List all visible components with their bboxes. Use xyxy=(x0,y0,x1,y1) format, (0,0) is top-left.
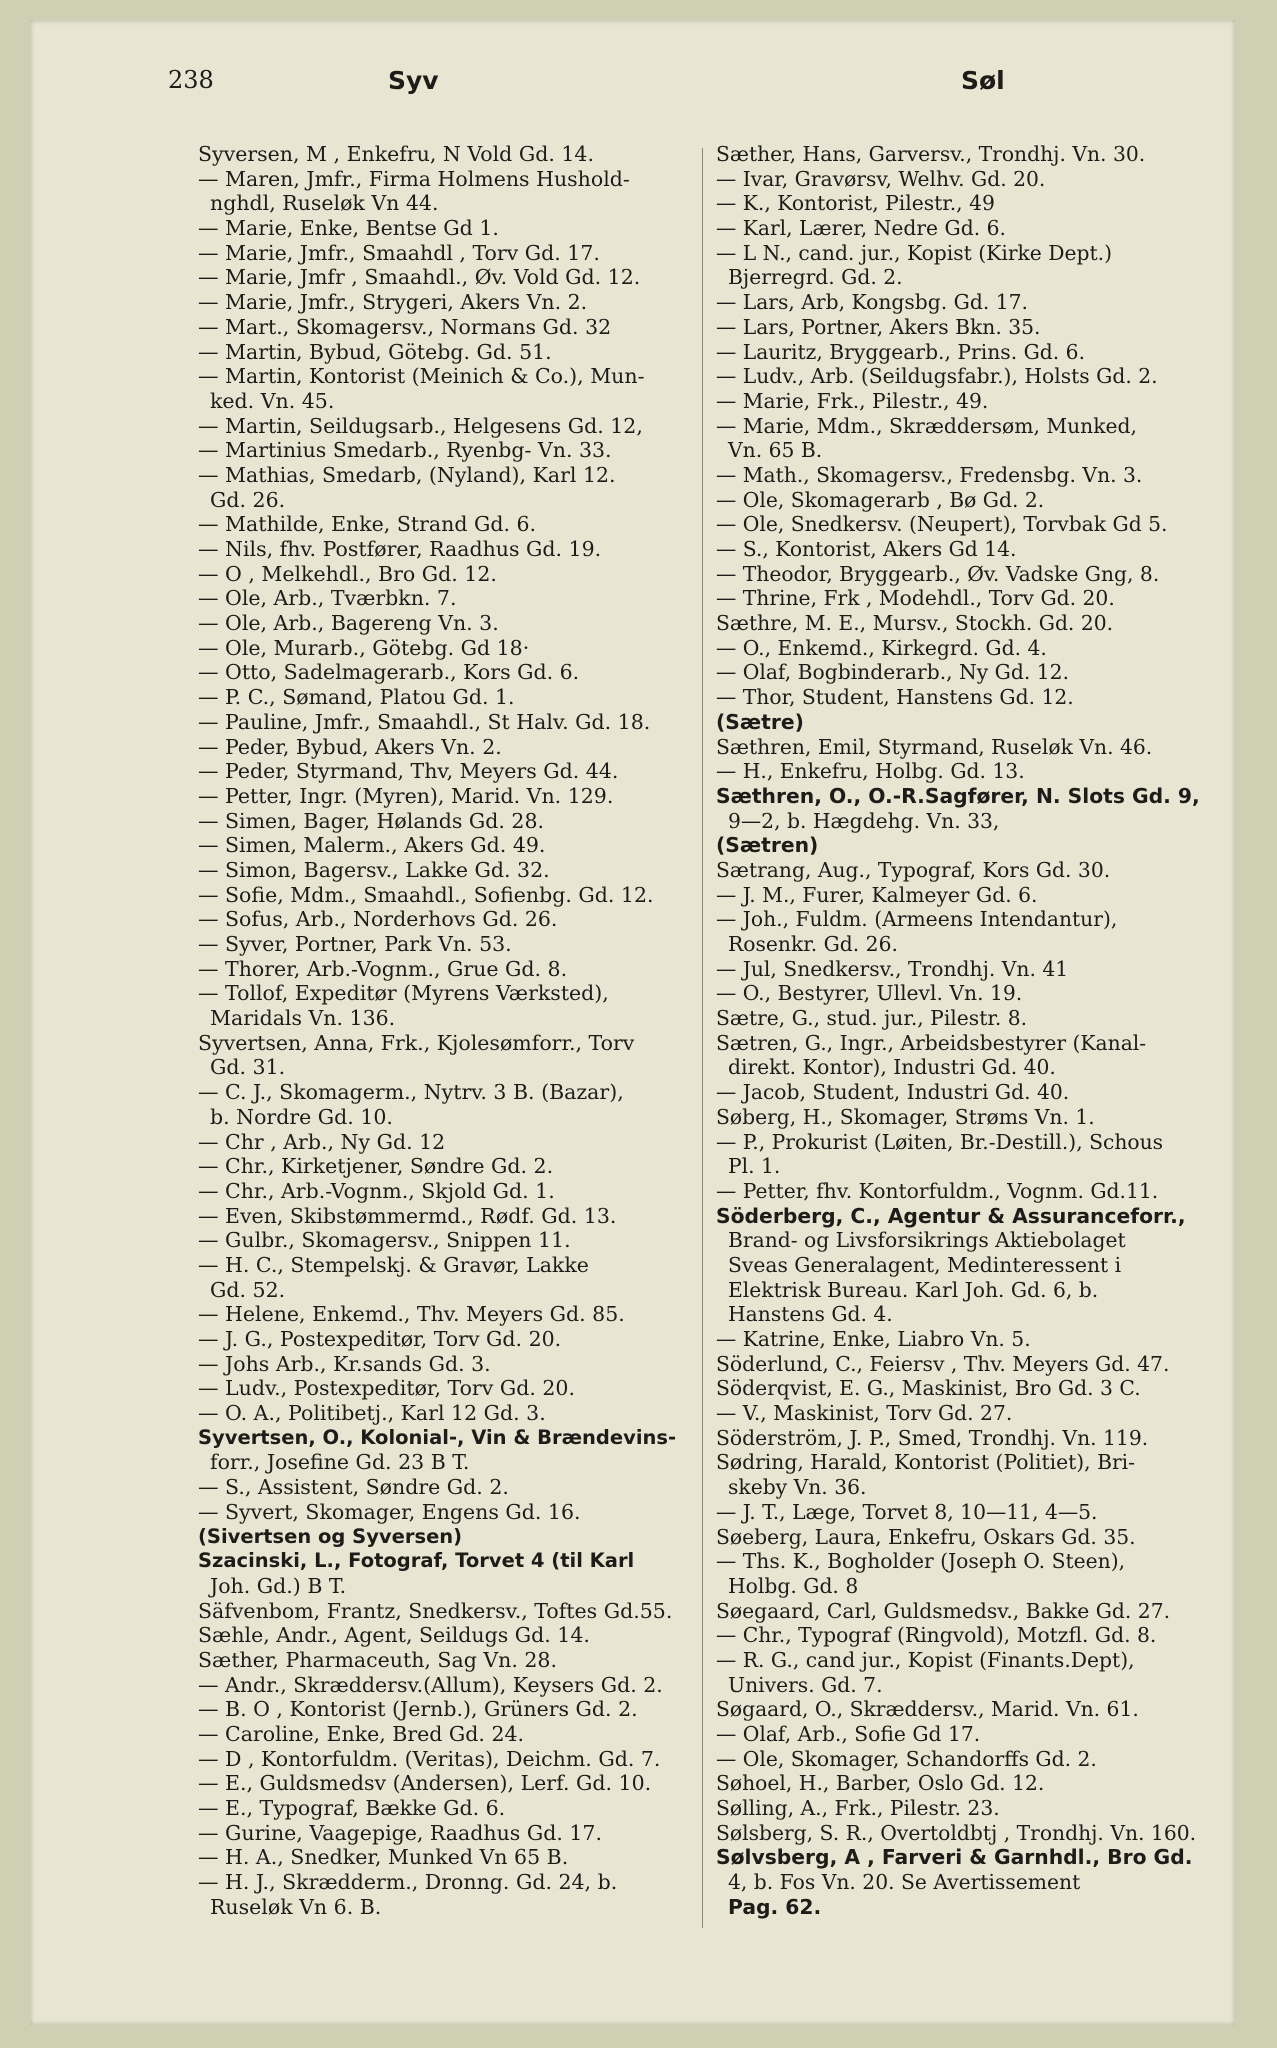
directory-line: Söderberg, C., Agentur & Assuranceforr., xyxy=(716,1203,1186,1228)
directory-line: — Lars, Arb, Kongsbg. Gd. 17. xyxy=(716,290,1028,315)
header-right-keyword: Søl xyxy=(961,66,1005,95)
directory-line: — Ole, Murarb., Götebg. Gd 18· xyxy=(198,635,530,660)
directory-line: — Simen, Bager, Hølands Gd. 28. xyxy=(198,808,545,833)
directory-line: — P., Prokurist (Løiten, Br.-Destill.), Schous xyxy=(716,1129,1164,1154)
directory-line: nghdl, Ruseløk Vn 44. xyxy=(210,191,439,216)
directory-line: — Syvert, Skomager, Engens Gd. 16. xyxy=(198,1499,581,1524)
directory-line: Rosenkr. Gd. 26. xyxy=(728,932,898,956)
directory-line: — Olaf, Arb., Sofie Gd 17. xyxy=(716,1722,981,1746)
directory-line: — J. T., Læge, Torvet 8, 10—11, 4—5. xyxy=(716,1499,1098,1524)
directory-line: Søgaard, O., Skræddersv., Marid. Vn. 61. xyxy=(716,1697,1139,1722)
left-column xyxy=(198,142,698,1920)
directory-line: b. Nordre Gd. 10. xyxy=(210,1104,393,1129)
directory-line: — O., Enkemd., Kirkegrd. Gd. 4. xyxy=(716,635,1047,660)
directory-line: — Helene, Enkemd., Thv. Meyers Gd. 85. xyxy=(198,1302,625,1327)
directory-line: — Sofie, Mdm., Smaahdl., Sofienbg. Gd. 12. xyxy=(198,882,654,907)
directory-line: — E., Typograf, Bække Gd. 6. xyxy=(198,1796,506,1821)
directory-line: — Ludv., Postexpeditør, Torv Gd. 20. xyxy=(198,1376,575,1401)
directory-line: Søeberg, Laura, Enkefru, Oskars Gd. 35. xyxy=(716,1524,1136,1549)
directory-line: — Ole, Skomagerarb , Bø Gd. 2. xyxy=(716,487,1045,512)
directory-line: Vn. 65 B. xyxy=(728,438,823,463)
directory-line: Sølvsberg, A , Farveri & Garnhdl., Bro Gd. xyxy=(716,1845,1193,1870)
directory-line: skeby Vn. 36. xyxy=(728,1475,867,1500)
directory-line: Syversen, M , Enkefru, N Vold Gd. 14. xyxy=(198,142,594,166)
directory-line: Maridals Vn. 136. xyxy=(210,1006,396,1031)
directory-line: — Ole, Arb., Tværbkn. 7. xyxy=(198,586,457,611)
directory-line: — Thor, Student, Hanstens Gd. 12. xyxy=(716,685,1074,710)
right-column xyxy=(716,142,1220,1920)
directory-line: — Marie, Mdm., Skræddersøm, Munked, xyxy=(716,413,1137,438)
directory-line: Säfvenbom, Frantz, Snedkersv., Toftes Gd.55. xyxy=(198,1598,673,1623)
directory-line: — Theodor, Bryggearb., Øv. Vadske Gng, 8. xyxy=(716,561,1160,586)
directory-line: — Gulbr., Skomagersv., Snippen 11. xyxy=(198,1228,571,1253)
column-divider xyxy=(702,148,703,1928)
directory-line: Söderqvist, E. G., Maskinist, Bro Gd. 3 C. xyxy=(716,1376,1141,1401)
directory-line: — Mart., Skomagersv., Normans Gd. 32 xyxy=(198,314,612,339)
directory-line: — L N., cand. jur., Kopist (Kirke Dept.) xyxy=(716,240,1113,265)
directory-line: forr., Josefine Gd. 23 B T. xyxy=(210,1450,470,1475)
directory-line: — Chr., Typograf (Ringvold), Motzfl. Gd. 8. xyxy=(716,1623,1157,1648)
directory-line: — Ths. K., Bogholder (Joseph O. Steen), xyxy=(716,1549,1126,1574)
directory-line: Søhoel, H., Barber, Oslo Gd. 12. xyxy=(716,1771,1045,1796)
directory-line: — Otto, Sadelmagerarb., Kors Gd. 6. xyxy=(198,660,580,685)
directory-line: — Jacob, Student, Industri Gd. 40. xyxy=(716,1080,1070,1105)
directory-line: Sæhle, Andr., Agent, Seildugs Gd. 14. xyxy=(198,1623,590,1648)
directory-line: — Jul, Snedkersv., Trondhj. Vn. 41 xyxy=(716,956,1069,981)
directory-line: — H. C., Stempelskj. & Gravør, Lakke xyxy=(198,1252,589,1277)
directory-line: — O , Melkehdl., Bro Gd. 12. xyxy=(198,561,497,586)
directory-line: — Peder, Bybud, Akers Vn. 2. xyxy=(198,734,502,759)
directory-line: Sæthre, M. E., Mursv., Stockh. Gd. 20. xyxy=(716,611,1114,636)
directory-line: — R. G., cand jur., Kopist (Finants.Dept), xyxy=(716,1647,1135,1672)
directory-line: — Thrine, Frk , Modehdl., Torv Gd. 20. xyxy=(716,586,1115,611)
directory-page xyxy=(30,20,1235,2025)
directory-line: Söderlund, C., Feiersv , Thv. Meyers Gd. 47. xyxy=(716,1351,1170,1376)
directory-line: Sætre, G., stud. jur., Pilestr. 8. xyxy=(716,1006,1028,1031)
directory-line: Gd. 52. xyxy=(210,1277,286,1302)
directory-line: — Peder, Styrmand, Thv, Meyers Gd. 44. xyxy=(198,759,619,784)
directory-line: Sætren, G., Ingr., Arbeidsbestyrer (Kanal- xyxy=(716,1030,1147,1055)
directory-line: — Ludv., Arb. (Seildugsfabr.), Holsts Gd. 2. xyxy=(716,364,1158,389)
directory-line: Sæther, Pharmaceuth, Sag Vn. 28. xyxy=(198,1647,557,1672)
directory-line: — P. C., Sømand, Platou Gd. 1. xyxy=(198,685,515,710)
directory-line: — Caroline, Enke, Bred Gd. 24. xyxy=(198,1722,525,1746)
directory-line: — V., Maskinist, Torv Gd. 27. xyxy=(716,1401,1013,1426)
directory-line: Sølling, A., Frk., Pilestr. 23. xyxy=(716,1796,1000,1821)
directory-line: — O., Bestyrer, Ullevl. Vn. 19. xyxy=(716,981,1023,1006)
directory-line: Holbg. Gd. 8 xyxy=(728,1573,859,1598)
directory-line: — H. A., Snedker, Munked Vn 65 B. xyxy=(198,1845,569,1870)
directory-line: Sæther, Hans, Garversv., Trondhj. Vn. 30. xyxy=(716,142,1146,166)
directory-line: — Marie, Jmfr., Strygeri, Akers Vn. 2. xyxy=(198,290,588,315)
directory-line: — E., Guldsmedsv (Andersen), Lerf. Gd. 10. xyxy=(198,1771,652,1796)
directory-line: — Math., Skomagersv., Fredensbg. Vn. 3. xyxy=(716,462,1143,487)
directory-line: — Marie, Frk., Pilestr., 49. xyxy=(716,388,989,413)
directory-line: — Ole, Snedkersv. (Neupert), Torvbak Gd 5. xyxy=(716,512,1168,537)
directory-line: — Johs Arb., Kr.sands Gd. 3. xyxy=(198,1351,491,1376)
directory-line: Pag. 62. xyxy=(728,1894,822,1919)
header-left-keyword: Syv xyxy=(388,66,439,95)
page-number: 238 xyxy=(168,66,214,94)
directory-line: Gd. 31. xyxy=(210,1055,286,1080)
directory-line: (Sætren) xyxy=(716,833,819,858)
directory-line: Szacinski, L., Fotograf, Torvet 4 (til Karl xyxy=(198,1549,635,1573)
directory-line: — Ole, Arb., Bagereng Vn. 3. xyxy=(198,611,499,636)
directory-line: — J. M., Furer, Kalmeyer Gd. 6. xyxy=(716,882,1038,907)
directory-line: Brand- og Livsforsikrings Aktiebolaget xyxy=(728,1228,1126,1253)
directory-line: Söderström, J. P., Smed, Trondhj. Vn. 119. xyxy=(716,1425,1149,1450)
directory-line: — H., Enkefru, Holbg. Gd. 13. xyxy=(716,759,1025,784)
directory-line: — Simon, Bagersv., Lakke Gd. 32. xyxy=(198,857,550,882)
directory-line: — Marie, Enke, Bentse Gd 1. xyxy=(198,216,499,241)
directory-line: — Martinius Smedarb., Ryenbg- Vn. 33. xyxy=(198,438,612,463)
directory-line: Syvertsen, Anna, Frk., Kjolesømforr., Torv xyxy=(198,1030,635,1055)
directory-line: Pl. 1. xyxy=(728,1154,781,1179)
directory-line: — Chr , Arb., Ny Gd. 12 xyxy=(198,1129,446,1154)
directory-line: — Martin, Bybud, Götebg. Gd. 51. xyxy=(198,339,552,364)
directory-line: — Lauritz, Bryggearb., Prins. Gd. 6. xyxy=(716,339,1086,364)
directory-line: — Syver, Portner, Park Vn. 53. xyxy=(198,932,512,956)
directory-line: — Joh., Fuldm. (Armeens Intendantur), xyxy=(716,907,1118,932)
directory-line: Sæthren, O., O.-R.Sagfører, N. Slots Gd. 9, xyxy=(716,783,1200,808)
directory-line: — Nils, fhv. Postfører, Raadhus Gd. 19. xyxy=(198,537,602,561)
directory-line: (Sætre) xyxy=(716,709,804,734)
directory-line: Sødring, Harald, Kontorist (Politiet), Bri- xyxy=(716,1450,1136,1475)
directory-line: — J. G., Postexpeditør, Torv Gd. 20. xyxy=(198,1327,562,1351)
directory-line: — Mathias, Smedarb, (Nyland), Karl 12. xyxy=(198,462,616,487)
directory-line: — Maren, Jmfr., Firma Holmens Hushold- xyxy=(198,166,630,191)
directory-line: Univers. Gd. 7. xyxy=(728,1672,883,1697)
directory-line: 4, b. Fos Vn. 20. Se Avertissement xyxy=(728,1870,1081,1895)
directory-line: — Petter, Ingr. (Myren), Marid. Vn. 129. xyxy=(198,783,614,808)
directory-line: — Chr., Arb.-Vognm., Skjold Gd. 1. xyxy=(198,1178,555,1203)
directory-line: — D , Kontorfuldm. (Veritas), Deichm. Gd. 7. xyxy=(198,1746,661,1771)
directory-line: Bjerregrd. Gd. 2. xyxy=(728,265,903,290)
directory-line: — Katrine, Enke, Liabro Vn. 5. xyxy=(716,1327,1031,1351)
directory-line: — C. J., Skomagerm., Nytrv. 3 B. (Bazar), xyxy=(198,1080,624,1105)
directory-line: — B. O , Kontorist (Jernb.), Grüners Gd. 2. xyxy=(198,1697,638,1722)
directory-line: Sølsberg, S. R., Overtoldbtj , Trondhj. Vn. 160. xyxy=(716,1820,1197,1845)
directory-line: ked. Vn. 45. xyxy=(210,388,335,413)
directory-line: Sætrang, Aug., Typograf, Kors Gd. 30. xyxy=(716,857,1111,882)
directory-line: — Tollof, Expeditør (Myrens Værksted), xyxy=(198,981,609,1006)
directory-line: — Sofus, Arb., Norderhovs Gd. 26. xyxy=(198,907,558,932)
directory-line: — Mathilde, Enke, Strand Gd. 6. xyxy=(198,512,537,537)
directory-line: — K., Kontorist, Pilestr., 49 xyxy=(716,191,995,216)
directory-line: Ruseløk Vn 6. B. xyxy=(210,1894,382,1919)
directory-line: — Marie, Jmfr , Smaahdl., Øv. Vold Gd. 12. xyxy=(198,265,641,290)
directory-line: — Pauline, Jmfr., Smaahdl., St Halv. Gd. 18. xyxy=(198,709,651,734)
directory-line: — O. A., Politibetj., Karl 12 Gd. 3. xyxy=(198,1401,546,1426)
directory-line: Søberg, H., Skomager, Strøms Vn. 1. xyxy=(716,1104,1095,1129)
directory-line: — Martin, Seildugsarb., Helgesens Gd. 12, xyxy=(198,413,643,438)
directory-line: Elektrisk Bureau. Karl Joh. Gd. 6, b. xyxy=(728,1277,1099,1302)
directory-line: — Petter, fhv. Kontorfuldm., Vognm. Gd.11. xyxy=(716,1178,1159,1203)
directory-line: — S., Assistent, Søndre Gd. 2. xyxy=(198,1475,509,1500)
directory-line: — Lars, Portner, Akers Bkn. 35. xyxy=(716,314,1041,339)
directory-line: — Ole, Skomager, Schandorffs Gd. 2. xyxy=(716,1746,1097,1771)
directory-line: Joh. Gd.) B T. xyxy=(210,1573,347,1598)
directory-line: Syvertsen, O., Kolonial-, Vin & Brændevins- xyxy=(198,1425,677,1449)
directory-line: direkt. Kontor), Industri Gd. 40. xyxy=(728,1055,1056,1080)
directory-line: Sveas Generalagent, Medinteressent i xyxy=(728,1252,1122,1277)
directory-line: Søegaard, Carl, Guldsmedsv., Bakke Gd. 27. xyxy=(716,1598,1171,1623)
page-header xyxy=(30,66,1235,106)
directory-line: — Simen, Malerm., Akers Gd. 49. xyxy=(198,833,546,858)
directory-line: — S., Kontorist, Akers Gd 14. xyxy=(716,537,1017,561)
directory-line: — Gurine, Vaagepige, Raadhus Gd. 17. xyxy=(198,1820,602,1845)
directory-line: Gd. 26. xyxy=(210,487,286,512)
directory-line: — Ivar, Gravørsv, Welhv. Gd. 20. xyxy=(716,166,1046,191)
directory-line: — Karl, Lærer, Nedre Gd. 6. xyxy=(716,216,1006,241)
directory-line: Sæthren, Emil, Styrmand, Ruseløk Vn. 46. xyxy=(716,734,1153,759)
directory-line: — Even, Skibstømmermd., Rødf. Gd. 13. xyxy=(198,1203,617,1228)
directory-line: 9—2, b. Hægdehg. Vn. 33, xyxy=(728,808,1000,833)
directory-line: — Marie, Jmfr., Smaahdl , Torv Gd. 17. xyxy=(198,240,600,265)
directory-line: — Olaf, Bogbinderarb., Ny Gd. 12. xyxy=(716,660,1070,685)
directory-line: Hanstens Gd. 4. xyxy=(728,1302,893,1327)
directory-line: — Chr., Kirketjener, Søndre Gd. 2. xyxy=(198,1154,554,1179)
directory-line: — Thorer, Arb.-Vognm., Grue Gd. 8. xyxy=(198,956,568,981)
directory-line: — Andr., Skræddersv.(Allum), Keysers Gd. 2. xyxy=(198,1672,663,1697)
directory-line: — Martin, Kontorist (Meinich & Co.), Mun- xyxy=(198,364,645,389)
directory-line: (Sivertsen og Syversen) xyxy=(198,1524,463,1548)
directory-line: — H. J., Skrædderm., Dronng. Gd. 24, b. xyxy=(198,1870,618,1895)
